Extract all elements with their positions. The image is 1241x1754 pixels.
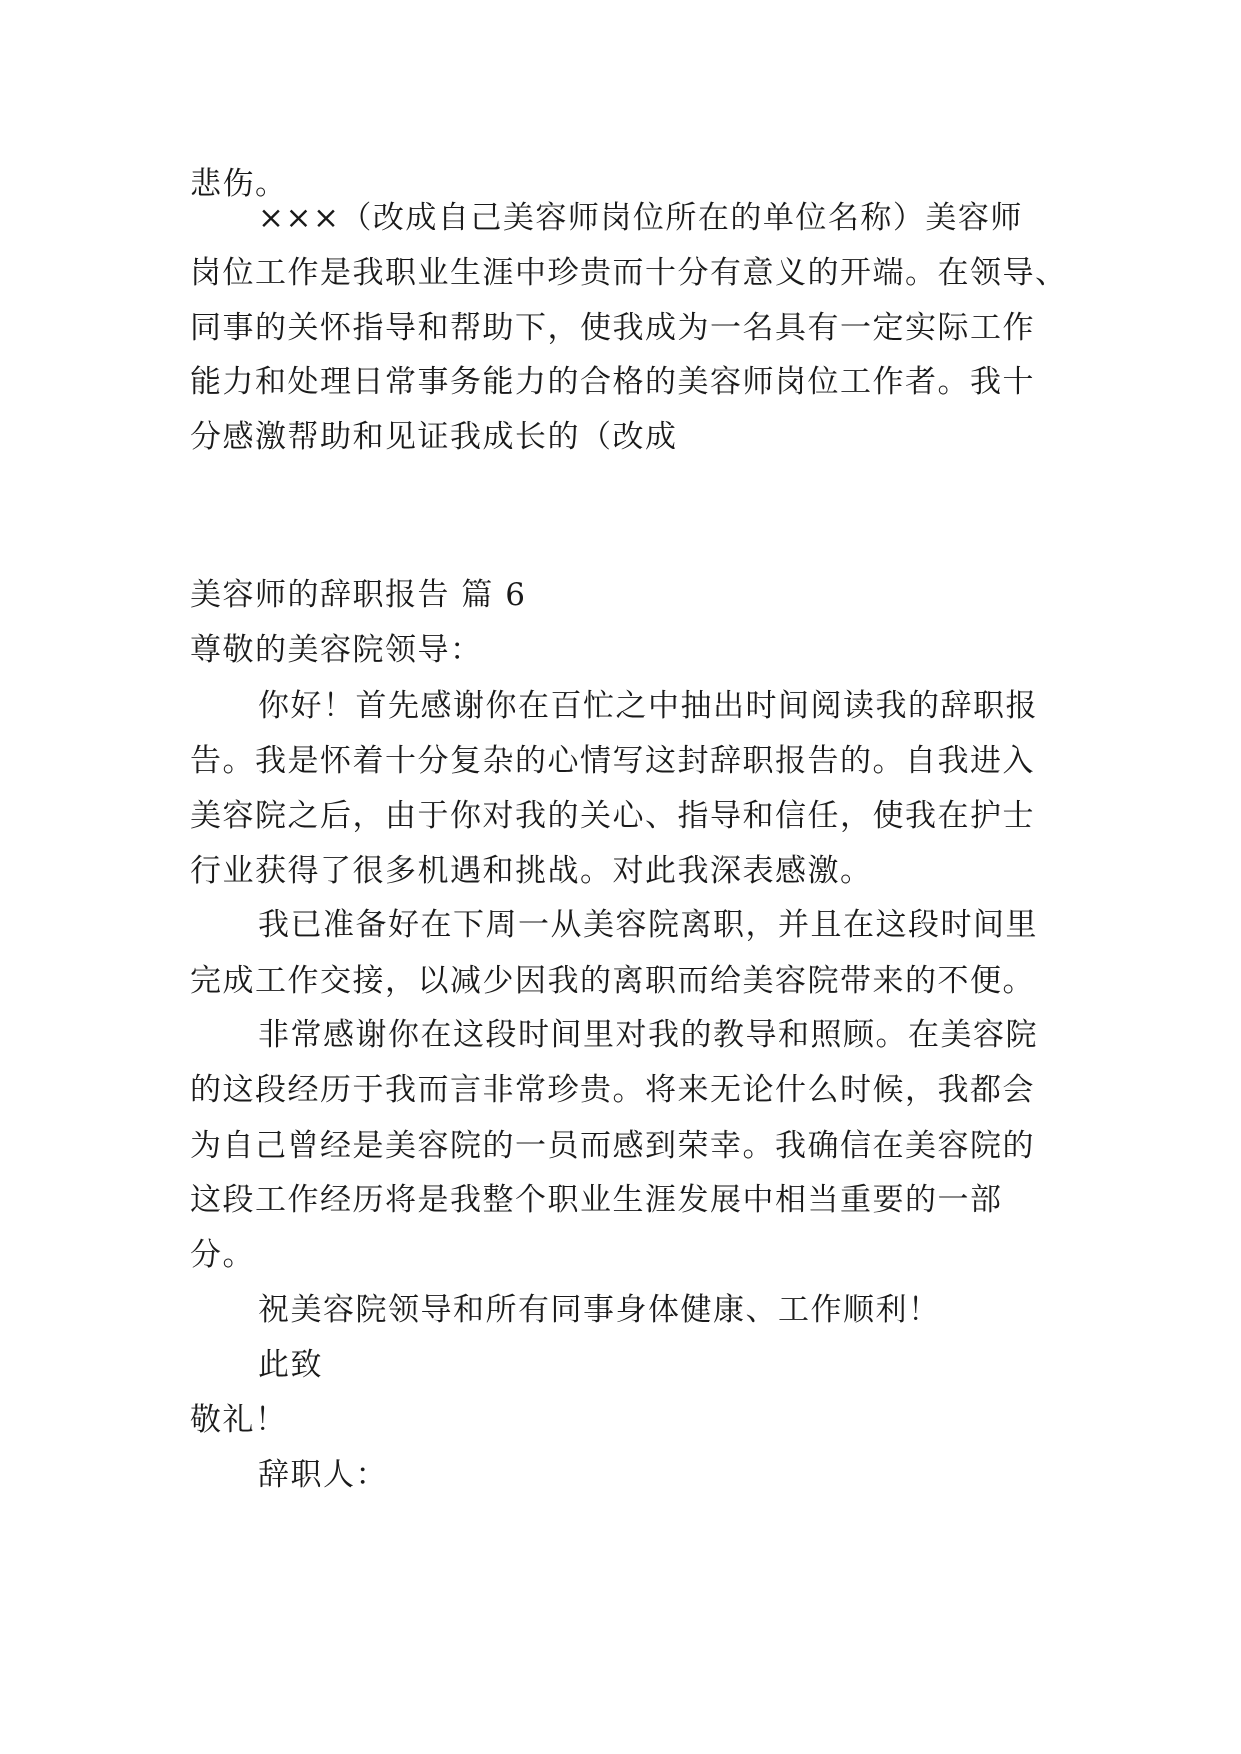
text-line: 为自己曾经是美容院的一员而感到荣幸。我确信在美容院的 bbox=[190, 1128, 1035, 1164]
text-line: 能力和处理日常事务能力的合格的美容师岗位工作者。我十 bbox=[190, 364, 1035, 400]
text-line: ×××（改成自己美容师岗位所在的单位名称）美容师 bbox=[258, 200, 1023, 236]
text-line: 完成工作交接，以减少因我的离职而给美容院带来的不便。 bbox=[190, 963, 1035, 999]
wish-line: 祝美容院领导和所有同事身体健康、工作顺利！ bbox=[258, 1292, 941, 1328]
text-line: 同事的关怀指导和帮助下，使我成为一名具有一定实际工作 bbox=[190, 310, 1035, 346]
text-line: 我已准备好在下周一从美容院离职，并且在这段时间里 bbox=[258, 907, 1038, 943]
text-line: 的这段经历于我而言非常珍贵。将来无论什么时候，我都会 bbox=[190, 1072, 1035, 1108]
text-line: 非常感谢你在这段时间里对我的教导和照顾。在美容院 bbox=[258, 1017, 1038, 1053]
signature-line: 辞职人： bbox=[258, 1457, 388, 1493]
closing-line: 此致 bbox=[258, 1347, 323, 1383]
text-line: 分。 bbox=[190, 1237, 255, 1273]
section-heading: 美容师的辞职报告 篇 6 bbox=[190, 577, 527, 613]
closing-line: 敬礼！ bbox=[190, 1402, 288, 1438]
text-line: 分感激帮助和见证我成长的（改成 bbox=[190, 419, 678, 455]
text-line: 美容院之后，由于你对我的关心、指导和信任，使我在护士 bbox=[190, 798, 1035, 834]
text-line: 悲伤。 bbox=[190, 166, 288, 202]
text-line: 你好！首先感谢你在百忙之中抽出时间阅读我的辞职报 bbox=[258, 688, 1038, 724]
text-line: 行业获得了很多机遇和挑战。对此我深表感激。 bbox=[190, 853, 873, 889]
text-line: 这段工作经历将是我整个职业生涯发展中相当重要的一部 bbox=[190, 1182, 1003, 1218]
text-line: 告。我是怀着十分复杂的心情写这封辞职报告的。自我进入 bbox=[190, 743, 1035, 779]
salutation: 尊敬的美容院领导： bbox=[190, 632, 483, 668]
text-line: 岗位工作是我职业生涯中珍贵而十分有意义的开端。在领导、 bbox=[190, 255, 1068, 291]
